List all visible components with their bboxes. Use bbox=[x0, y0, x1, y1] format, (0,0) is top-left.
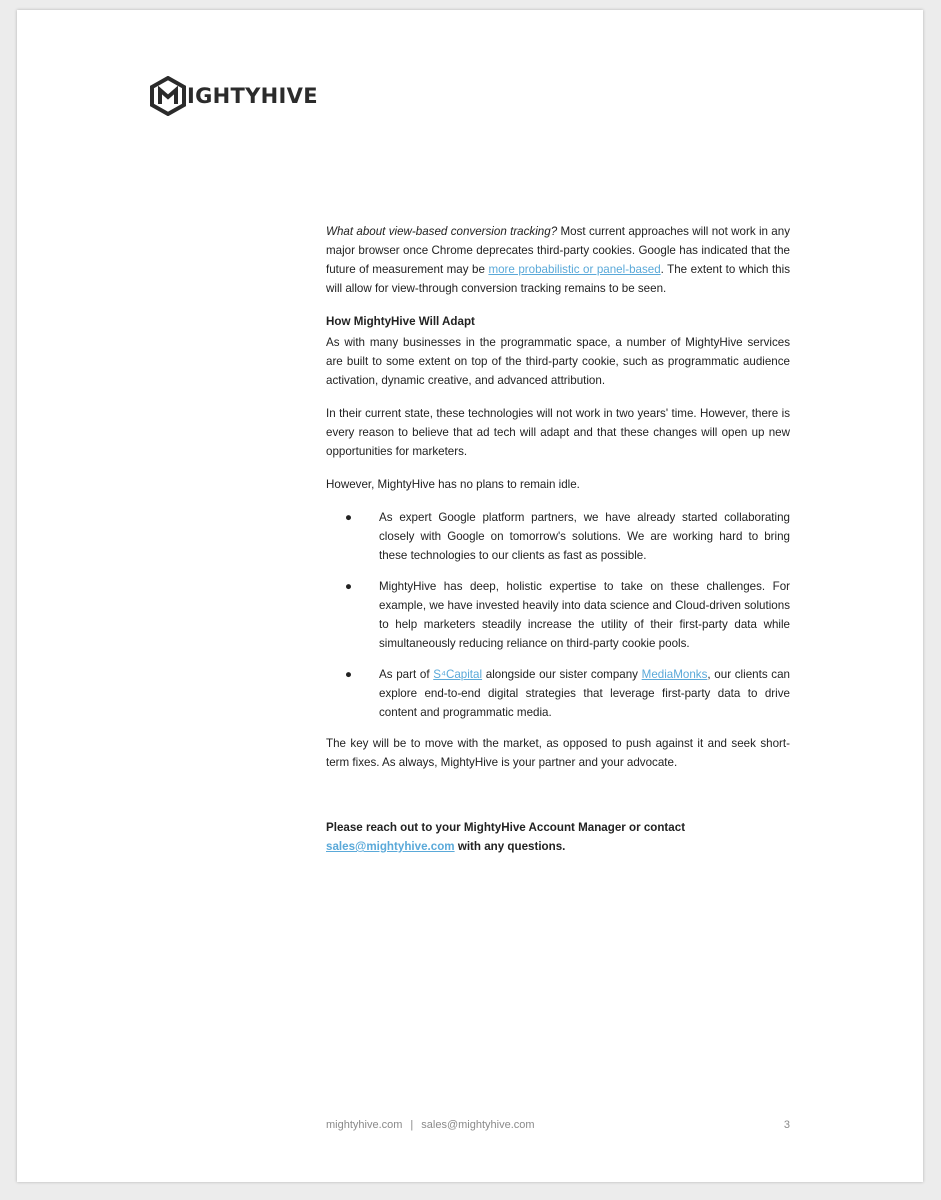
bullet-list bbox=[326, 508, 790, 722]
footer-site: mightyhive.com bbox=[326, 1119, 403, 1131]
bullet-dot-icon: ● bbox=[345, 511, 353, 524]
page-number: 3 bbox=[783, 1119, 790, 1131]
bullet-item-1: ● As expert Google platform partners, we have already started collaborating closely with Google on tomorrow's solutions. We are working hard to bring these technologies to our clients as fast as possible. bbox=[326, 508, 790, 565]
contact-email-link[interactable]: sales@mightyhive.com bbox=[326, 840, 455, 853]
closing-paragraph: The key will be to move with the market, as opposed to push against it and seek short-term fixes. As always, MightyHive is your partner and your advocate. bbox=[326, 737, 790, 769]
paragraph-1: As with many businesses in the programmatic space, a number of MightyHive services are built to some extent on top of the third-party cookie, such as programmatic audience activation, dynamic creative, and advanced attribution. bbox=[326, 336, 790, 387]
link-probabilistic[interactable]: more probabilistic or panel-based bbox=[488, 263, 661, 276]
paragraph-view-tracking: What about view-based conversion tracking? Most current approaches will not work in any major browser once Chrome deprecates third-party cookies. Google has indicated that the future of measurement may be more probabilistic or panel-based. The extent to which this will allow for view-through conversion tracking remains to be seen. bbox=[326, 225, 791, 295]
bullet-item-2: ● MightyHive has deep, holistic expertise to take on these challenges. For example, we have invested heavily into data science and Cloud-driven solutions to help marketers steadily increase the utility of their first-party data while simultaneously reducing reliance on third-party cookie pools. bbox=[326, 577, 790, 653]
contact-block bbox=[326, 818, 790, 856]
footer-separator: | bbox=[410, 1119, 414, 1131]
italic-question: What about view-based conversion tracking? bbox=[326, 225, 558, 238]
logo-wordmark: IGHTYHIVE bbox=[187, 83, 318, 108]
document-body bbox=[326, 222, 790, 856]
mightyhive-logo bbox=[149, 76, 318, 116]
section-heading: How MightyHive Will Adapt bbox=[326, 315, 475, 328]
contact-line-2: sales@mightyhive.com with any questions. bbox=[326, 840, 566, 853]
bullet-item-3: ● As part of S⁴Capital alongside our sister company MediaMonks, our clients can explore end-to-end digital strategies that leverage first-party data to drive content and programmatic media. bbox=[326, 665, 790, 722]
page-footer bbox=[326, 1119, 790, 1131]
bullet-dot-icon: ● bbox=[345, 580, 353, 593]
bullet-dot-icon: ● bbox=[345, 668, 353, 681]
paragraph-2: In their current state, these technologies will not work in two years' time. However, there is every reason to believe that ad tech will adapt and that these changes will open up new opportunities for marketers. bbox=[326, 407, 790, 458]
contact-line-1: Please reach out to your MightyHive Account Manager or contact bbox=[326, 821, 686, 834]
hexagon-m-logo-icon bbox=[149, 76, 187, 116]
link-s4capital[interactable]: S⁴Capital bbox=[433, 668, 483, 681]
paragraph-3: However, MightyHive has no plans to remain idle. bbox=[326, 478, 580, 491]
footer-links bbox=[326, 1119, 535, 1131]
document-page bbox=[17, 10, 923, 1182]
link-mediamonks[interactable]: MediaMonks bbox=[641, 668, 708, 681]
footer-email: sales@mightyhive.com bbox=[421, 1119, 535, 1131]
